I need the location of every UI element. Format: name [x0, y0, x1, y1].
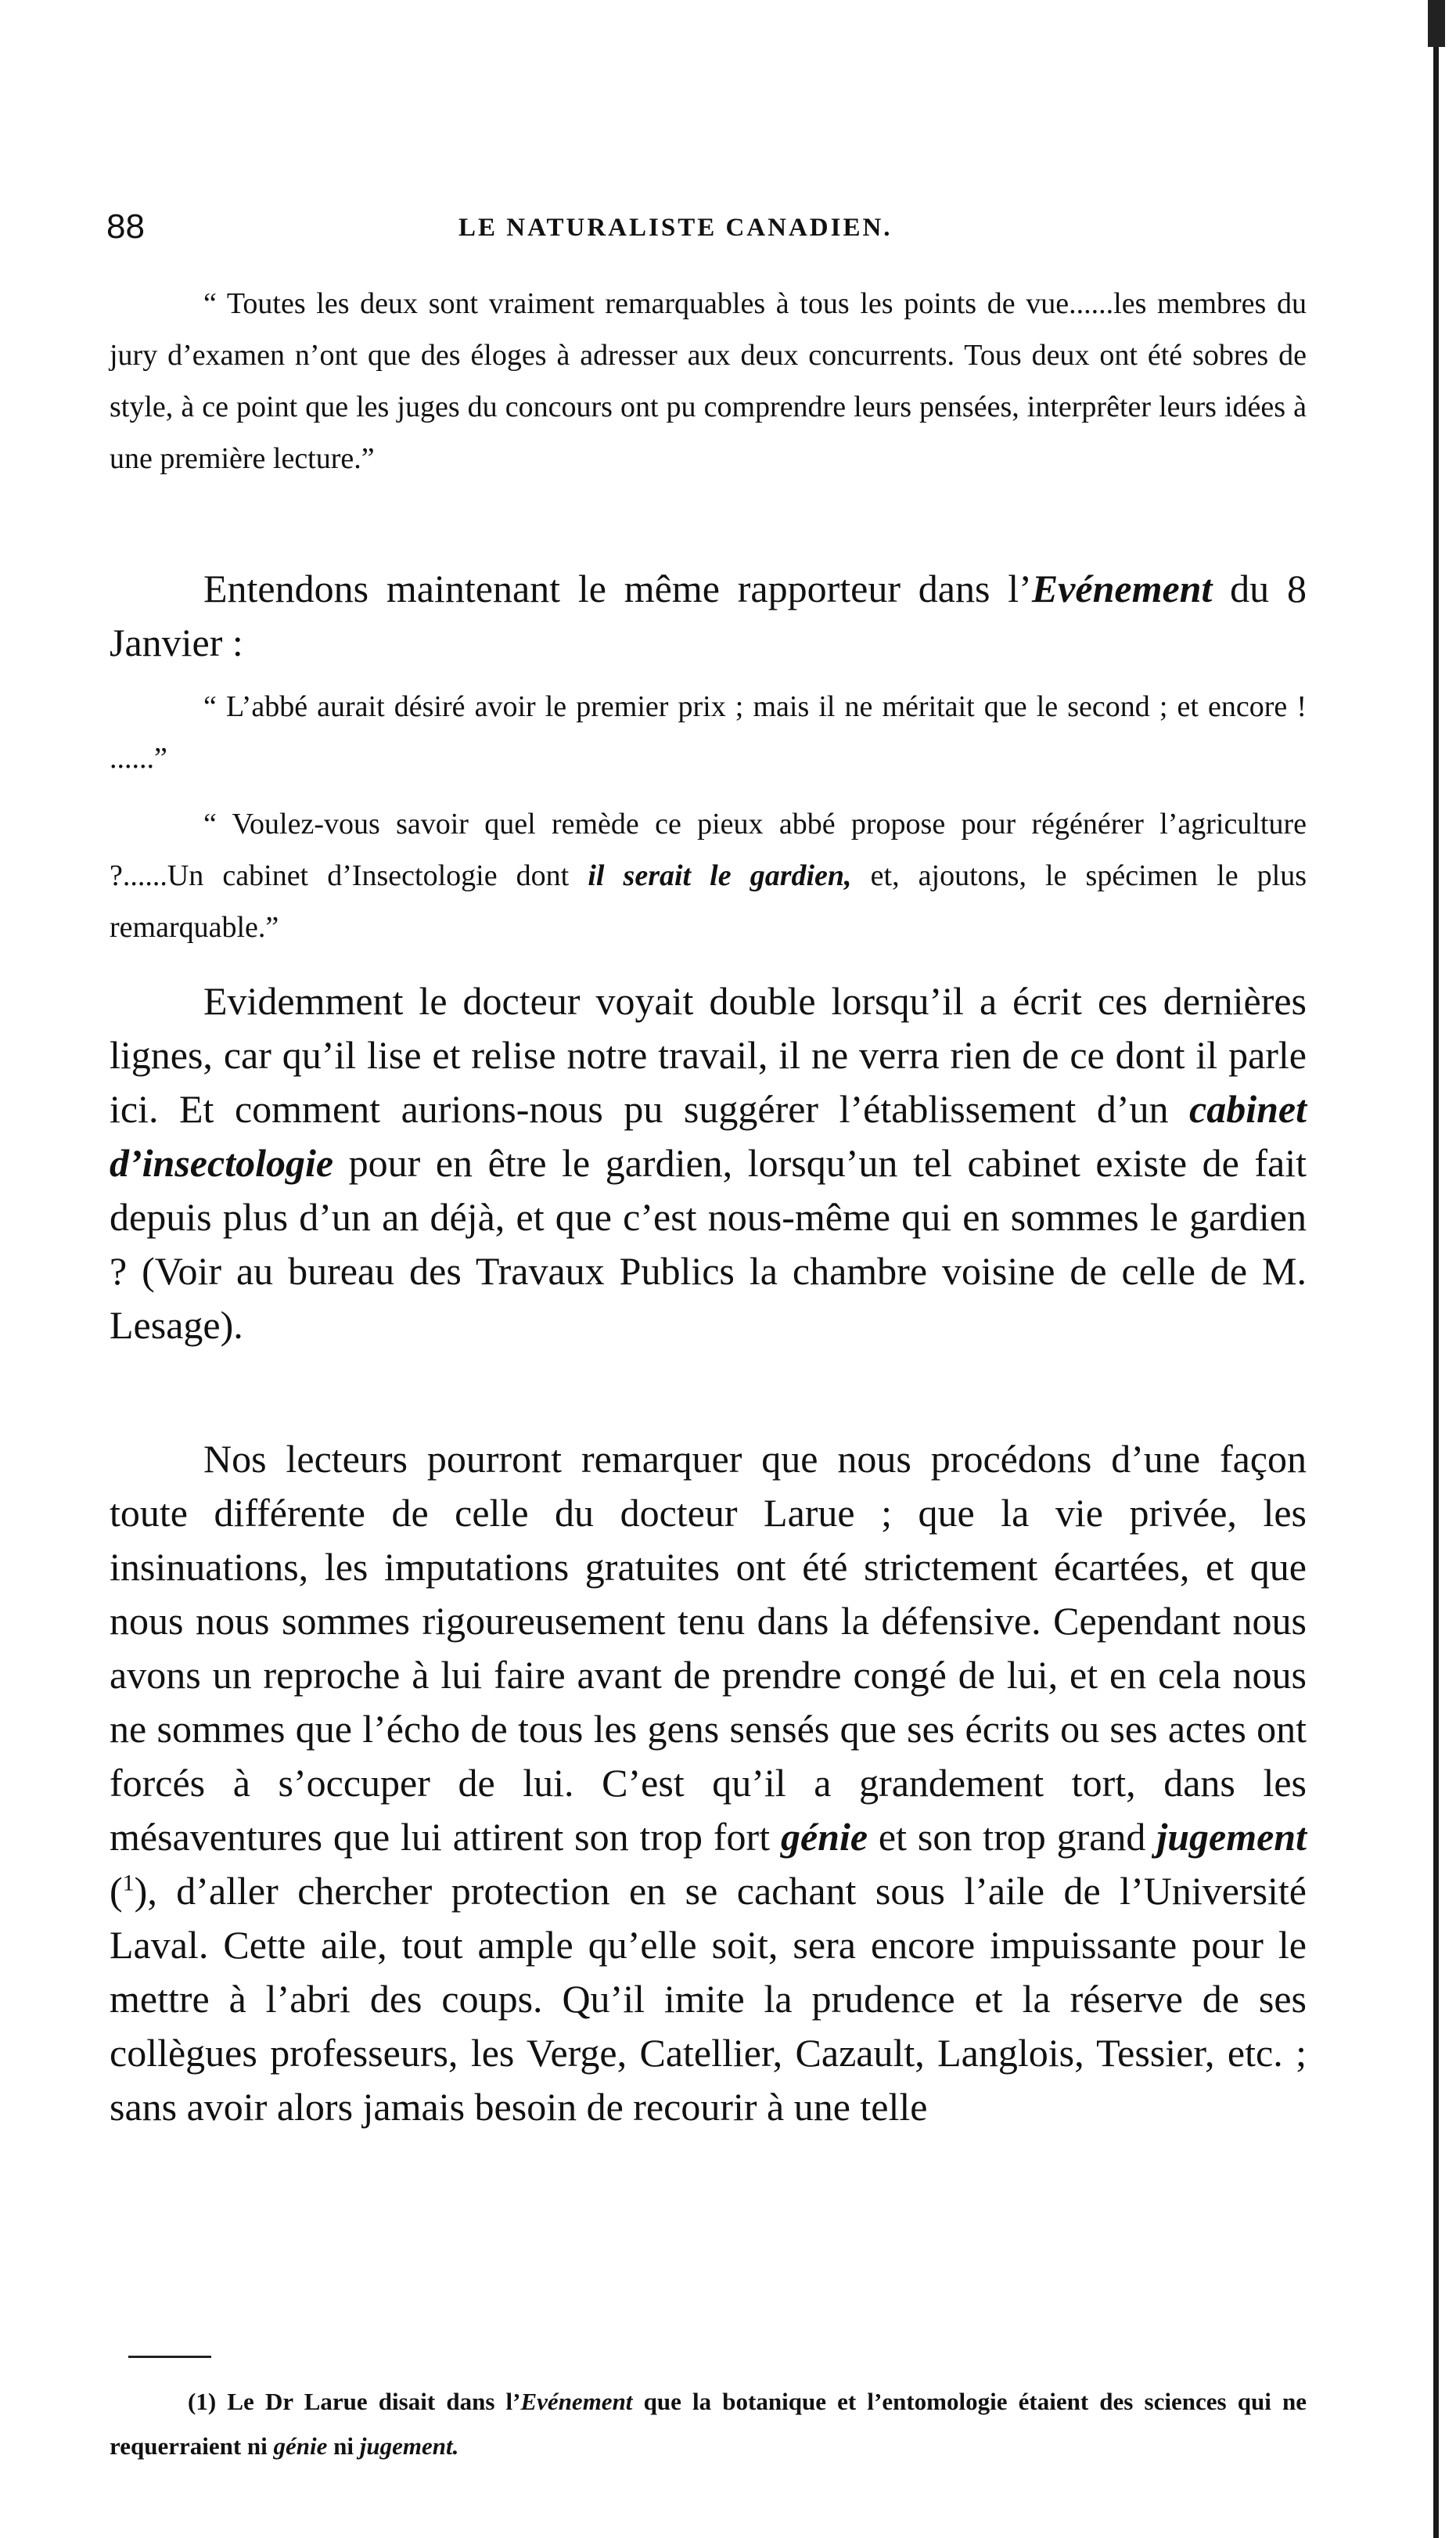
quote-remede — [110, 798, 1307, 953]
quote-remede-text: “ Voulez-vous savoir quel remède ce pieux abbé propose pour régénérer l’agriculture ?......Un cabinet d’Insectologie dont — [110, 808, 1307, 892]
paragraph-lecteurs: Nos lecteurs pourront remarquer que nous procédons d’une façon toute différente de celle du docteur Larue ; que la vie privée, les insinuations, les imputations gratuites ont été strictement écartées, et que nous nous sommes rigoureusement tenu dans la défensive. Cependant nous avons un reproche à lui faire avant de prendre congé de lui, et en cela nous ne sommes que l’écho de tous les gens sensés que ses écrits ou ses actes ont forcés à s’occuper de lui. C’est qu’il a grandement tort, dans les mésaventures que lui attirent son trop fort génie et son trop grand jugement ($^1$), d’aller chercher protection en se cachant sous l’aile de l’Université Laval. Cette aile, tout ample qu’elle soit, sera encore impuissante pour le mettre à l’abri des coups. Qu’il imite la prudence et la réserve de ses collègues professeurs, les Verge, Catellier, Cazault, Langlois, Tessier, etc. ; sans avoir alors jamais besoin de recourir à une telle — [110, 1437, 1307, 2129]
paragraph-lecteurs-text: Nos lecteurs pourront remarquer que nous procédons d’une façon toute différente de celle du docteur Larue ; que la vie privée, les insinuations, les imputations gratuites ont été strictement écartées, et que nous nous sommes rigoureusement tenu dans la défensive. Cependant nous avons un reproche à lui faire avant de prendre congé de lui, et en cela nous ne sommes que l’écho de tous les gens sensés que ses écrits ou ses actes ont forcés à s’occuper de lui. C’est qu’il a grandement tort, dans les mésaventures que lui attirent son trop fort — [110, 1437, 1307, 1859]
quote-jury — [110, 278, 1307, 484]
paragraph-rapporteur-end: du 8 Janvier : — [110, 567, 1307, 664]
footnote-text: Le Dr Larue disait dans l’ — [216, 2388, 521, 2415]
footnote-emphasis-evenement: Evénement — [520, 2388, 633, 2415]
emphasis-genie: génie — [780, 1815, 868, 1859]
emphasis-jugement: jugement — [1156, 1815, 1307, 1859]
quote-jury-text: “ Toutes les deux sont vraiment remarquables à tous les points de vue......les membres du jury d’examen n’ont que des éloges à adresser aux deux concurrents. Tous deux ont été sobres de style, à ce point que les juges du concours ont pu comprendre leurs pensées, interprêter leurs idées à une première lecture.” — [110, 287, 1307, 475]
footnote-emphasis-genie: génie — [273, 2432, 328, 2460]
page-edge-shadow — [1433, 0, 1439, 2538]
footnote-text-between: ni — [327, 2432, 360, 2460]
page-edge-mark — [1428, 0, 1445, 47]
emphasis-evenement: Evénement — [1031, 567, 1213, 610]
page-number: 88 — [106, 207, 145, 246]
paragraph-rapporteur-text: Entendons maintenant le même rapporteur dans l’ — [203, 567, 1032, 610]
quote-abbe — [110, 681, 1307, 784]
footnote-text-middle: que la botanique et l’entomologie étaient des sciences qui ne requerraient ni — [110, 2388, 1307, 2460]
paragraph-lecteurs-mid: et son trop grand — [868, 1815, 1157, 1859]
paragraph-docteur — [110, 974, 1307, 1352]
footnote-reference: 1 — [122, 1870, 135, 1896]
footnote-marker: (1) — [188, 2388, 217, 2415]
emphasis-gardien: il serait le gardien, — [588, 859, 852, 892]
quote-abbe-text: “ L’abbé aurait désiré avoir le premier prix ; mais il ne méritait que le second ; et encore ! ......” — [110, 690, 1307, 775]
paragraph-docteur-text: Evidemment le docteur voyait double lorsqu’il a écrit ces dernières lignes, car qu’il lise et relise notre travail, il ne verra rien de ce dont il parle ici. Et comment aurions-nous pu suggérer l’établissement d’un — [110, 979, 1307, 1131]
quote-remede-end: et, ajoutons, le spécimen le plus remarquable.” — [110, 859, 1307, 944]
paragraph-docteur-end: pour en être le gardien, lorsqu’un tel cabinet existe de fait depuis plus d’un an déjà, et que c’est nous-même qui en sommes le gardien ? (Voir au bureau des Travaux Publics la chambre voisine de celle de M. Lesage). — [110, 1141, 1307, 1347]
paragraph-lecteurs-end: , d’aller chercher protection en se cachant sous l’aile de l’Université Laval. Cette aile, tout ample qu’elle soit, sera encore impuissante pour le mettre à l’abri des coups. Qu’il imite la prudence et la réserve de ses collègues professeurs, les Verge, Catellier, Cazault, Langlois, Tessier, etc. ; sans avoir alors jamais besoin de recourir à une telle — [110, 1869, 1307, 2129]
running-title: LE NATURALISTE CANADIEN. — [458, 214, 893, 242]
footnote — [110, 2379, 1307, 2468]
paragraph-rapporteur — [110, 562, 1307, 670]
emphasis-cabinet: cabinet d’insectologie — [110, 1087, 1307, 1185]
footnote-emphasis-jugement: jugement. — [359, 2432, 459, 2460]
page-header — [106, 207, 1303, 254]
footnote-divider — [128, 2356, 211, 2358]
